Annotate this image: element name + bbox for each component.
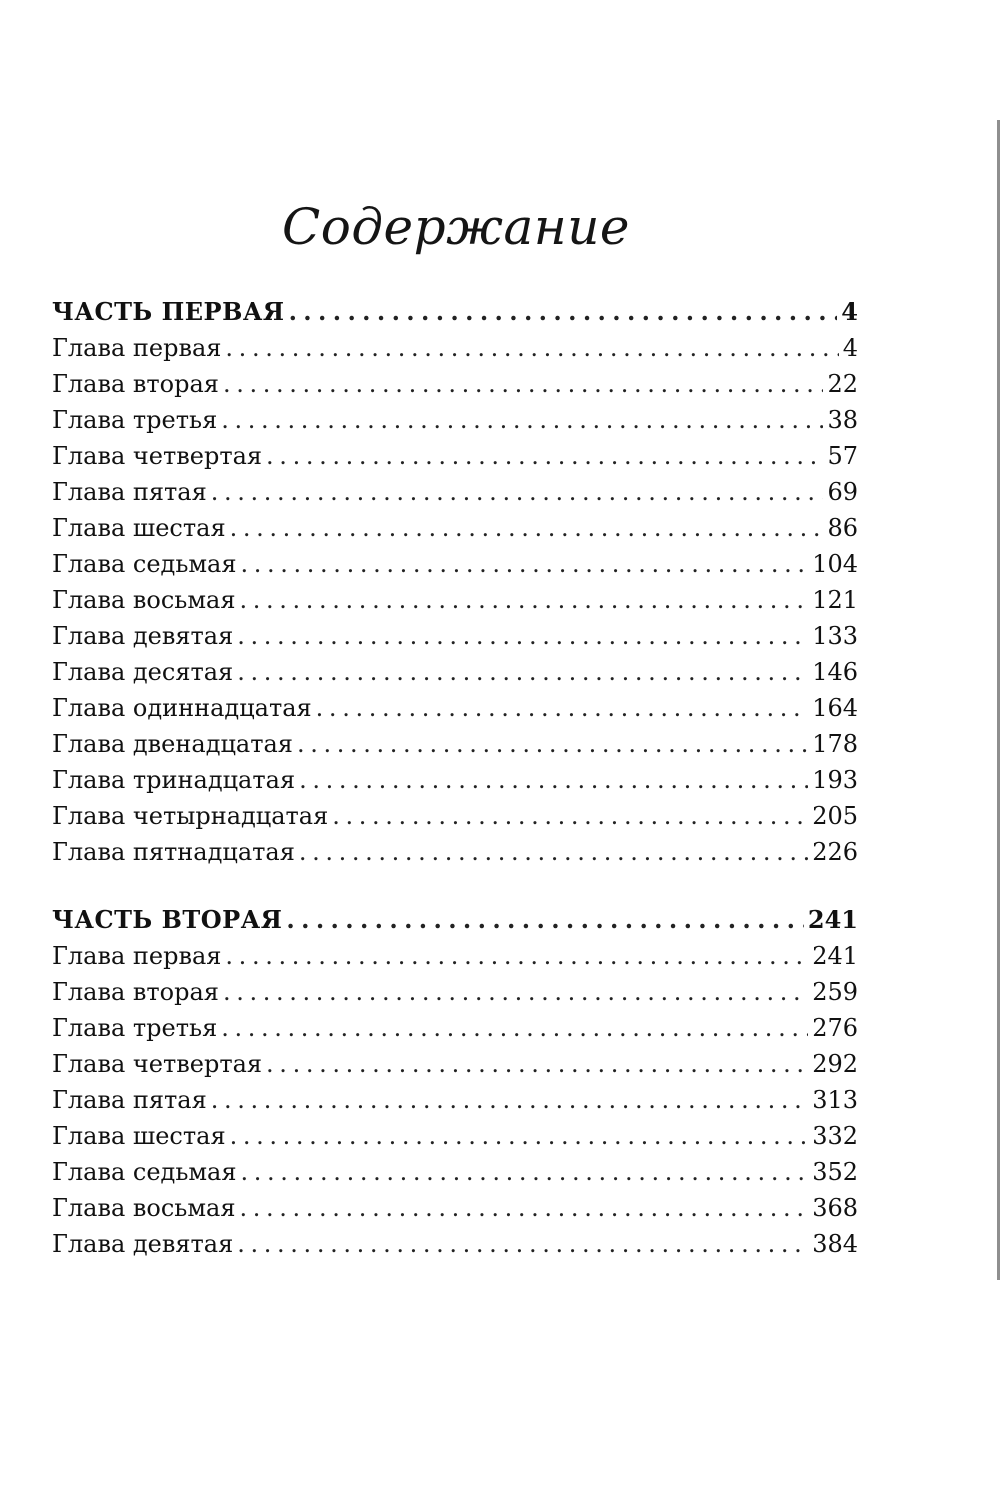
toc-leader-dots: [221, 1010, 808, 1046]
toc-page-number: 368: [812, 1194, 858, 1222]
toc-chapter-label: Глава девятая: [52, 1230, 234, 1258]
toc-chapter-label: Глава вторая: [52, 978, 219, 1006]
toc-page-number: 133: [812, 622, 858, 650]
toc-leader-dots: [211, 1082, 808, 1118]
toc-part-label: ЧАСТЬ ПЕРВАЯ: [52, 297, 285, 326]
toc-part-heading[interactable]: [52, 294, 858, 330]
toc-chapter-label: Глава восьмая: [52, 586, 236, 614]
toc-chapter-entry[interactable]: [52, 474, 858, 510]
toc-chapter-entry[interactable]: [52, 618, 858, 654]
toc-chapter-label: Глава восьмая: [52, 1194, 236, 1222]
toc-page-number: 121: [812, 586, 858, 614]
toc-page-number: 38: [827, 406, 858, 434]
toc-chapter-entry[interactable]: [52, 1046, 858, 1082]
toc-page-number: 276: [812, 1014, 858, 1042]
toc-chapter-label: Глава тринадцатая: [52, 766, 296, 794]
toc-chapter-label: Глава одиннадцатая: [52, 694, 312, 722]
toc-page-number: 69: [827, 478, 858, 506]
toc-chapter-label: Глава пятнадцатая: [52, 838, 295, 866]
toc-page-number: 22: [827, 370, 858, 398]
toc-chapter-label: Глава вторая: [52, 370, 219, 398]
toc-page-number: 4: [841, 297, 858, 326]
toc-chapter-label: Глава первая: [52, 942, 222, 970]
toc-part-1: [52, 294, 858, 870]
toc-page-number: 313: [812, 1086, 858, 1114]
toc-leader-dots: [297, 726, 808, 762]
toc-chapter-entry[interactable]: [52, 402, 858, 438]
toc-chapter-label: Глава двенадцатая: [52, 730, 293, 758]
toc-chapter-label: Глава пятая: [52, 1086, 207, 1114]
toc-chapter-list: [52, 938, 858, 1262]
toc-chapter-entry[interactable]: [52, 546, 858, 582]
toc-page-number: 205: [812, 802, 858, 830]
toc-chapter-label: Глава седьмая: [52, 550, 237, 578]
toc-page-number: 146: [812, 658, 858, 686]
toc-leader-dots: [221, 402, 823, 438]
toc-chapter-list: [52, 330, 858, 870]
toc-page-number: 259: [812, 978, 858, 1006]
toc-chapter-entry[interactable]: [52, 1082, 858, 1118]
toc-page-number: 352: [812, 1158, 858, 1186]
toc-leader-dots: [230, 1118, 809, 1154]
toc-chapter-label: Глава четырнадцатая: [52, 802, 329, 830]
toc-page-number: 57: [827, 442, 858, 470]
toc-chapter-entry[interactable]: [52, 690, 858, 726]
toc-chapter-entry[interactable]: [52, 510, 858, 546]
toc-chapter-entry[interactable]: [52, 726, 858, 762]
toc-page-number: 4: [842, 334, 858, 362]
toc-leader-dots: [241, 1154, 809, 1190]
toc-chapter-label: Глава седьмая: [52, 1158, 237, 1186]
toc-leader-dots: [299, 762, 808, 798]
toc-chapter-label: Глава девятая: [52, 622, 234, 650]
toc-chapter-entry[interactable]: [52, 654, 858, 690]
toc-page-number: 178: [812, 730, 858, 758]
toc-chapter-entry[interactable]: [52, 1118, 858, 1154]
toc-page-number: 86: [827, 514, 858, 542]
toc-leader-dots: [225, 938, 808, 974]
toc-chapter-entry[interactable]: [52, 762, 858, 798]
toc-page-number: 241: [807, 905, 858, 934]
toc-part-label: ЧАСТЬ ВТОРАЯ: [52, 905, 283, 934]
toc-chapter-label: Глава шестая: [52, 1122, 226, 1150]
toc-chapter-entry[interactable]: [52, 798, 858, 834]
toc-leader-dots: [241, 546, 809, 582]
toc-page-number: 384: [812, 1230, 858, 1258]
toc-page-number: 241: [812, 942, 858, 970]
toc-part-2: [52, 902, 858, 1262]
toc-leader-dots: [211, 474, 824, 510]
toc-page-number: 164: [812, 694, 858, 722]
toc-leader-dots: [237, 654, 808, 690]
toc-page-number: 226: [812, 838, 858, 866]
toc-leader-dots: [225, 330, 838, 366]
toc-chapter-entry[interactable]: [52, 1010, 858, 1046]
toc-chapter-label: Глава десятая: [52, 658, 234, 686]
toc-page-number: 332: [812, 1122, 858, 1150]
toc-chapter-entry[interactable]: [52, 366, 858, 402]
toc-chapter-label: Глава четвертая: [52, 1050, 263, 1078]
toc-leader-dots: [237, 618, 808, 654]
toc-leader-dots: [239, 582, 808, 618]
toc-leader-dots: [239, 1190, 808, 1226]
toc-chapter-entry[interactable]: [52, 330, 858, 366]
toc-leader-dots: [230, 510, 824, 546]
toc-chapter-entry[interactable]: [52, 1226, 858, 1262]
toc-leader-dots: [286, 902, 804, 938]
toc-leader-dots: [266, 438, 823, 474]
table-of-contents: [52, 294, 858, 1262]
toc-chapter-label: Глава четвертая: [52, 442, 263, 470]
toc-leader-dots: [223, 366, 824, 402]
toc-leader-dots: [299, 834, 808, 870]
toc-chapter-label: Глава шестая: [52, 514, 226, 542]
toc-chapter-label: Глава третья: [52, 406, 218, 434]
toc-chapter-label: Глава третья: [52, 1014, 218, 1042]
toc-leader-dots: [237, 1226, 808, 1262]
toc-page-number: 104: [812, 550, 858, 578]
toc-leader-dots: [332, 798, 808, 834]
toc-leader-dots: [266, 1046, 808, 1082]
page-title: Содержание: [281, 198, 631, 256]
toc-chapter-entry[interactable]: [52, 438, 858, 474]
toc-leader-dots: [289, 294, 838, 330]
toc-chapter-label: Глава первая: [52, 334, 222, 362]
toc-chapter-label: Глава пятая: [52, 478, 207, 506]
toc-chapter-entry[interactable]: [52, 1190, 858, 1226]
toc-leader-dots: [223, 974, 808, 1010]
toc-chapter-entry[interactable]: [52, 974, 858, 1010]
toc-page-number: 193: [812, 766, 858, 794]
toc-part-heading[interactable]: [52, 902, 858, 938]
toc-page-number: 292: [812, 1050, 858, 1078]
toc-leader-dots: [316, 690, 809, 726]
toc-chapter-entry[interactable]: [52, 582, 858, 618]
toc-chapter-entry[interactable]: [52, 1154, 858, 1190]
toc-chapter-entry[interactable]: [52, 834, 858, 870]
toc-chapter-entry[interactable]: [52, 938, 858, 974]
